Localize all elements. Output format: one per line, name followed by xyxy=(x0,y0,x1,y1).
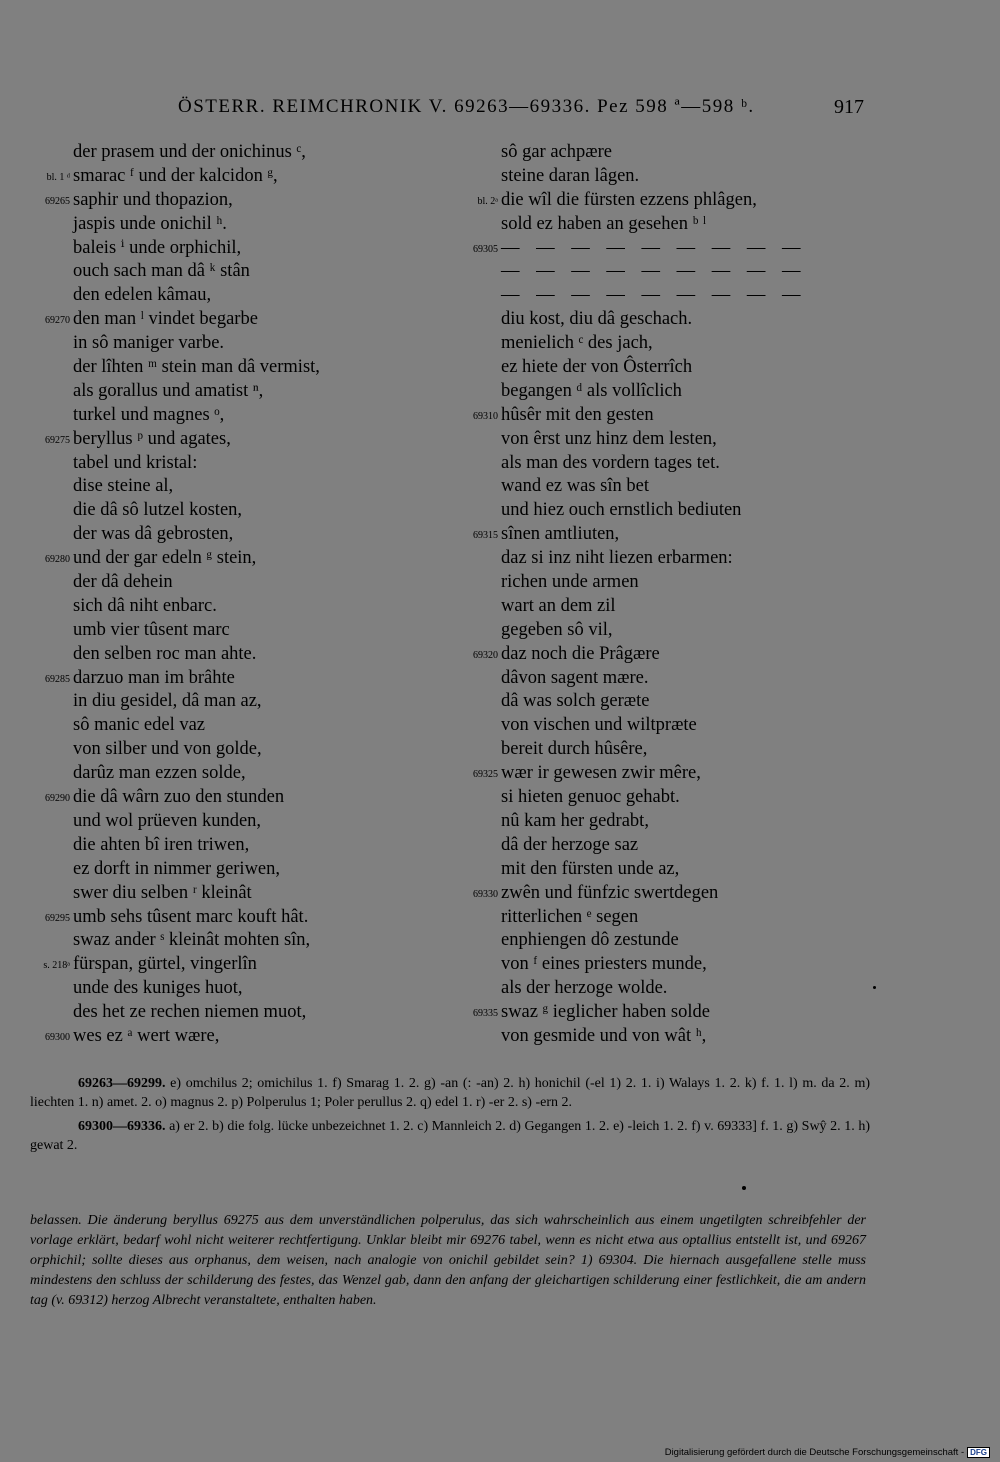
verse-text: der was dâ gebrosten, xyxy=(73,524,234,545)
verse-line xyxy=(440,906,880,930)
verse-line xyxy=(440,523,880,547)
verse-text: darûz man ezzen solde, xyxy=(73,763,246,784)
verse-text: smarac ᶠ und der kalcidon ᵍ, xyxy=(73,165,278,186)
verse-text: umb vier tûsent marc xyxy=(73,619,230,640)
verse-line xyxy=(440,882,880,906)
verse-line xyxy=(0,1001,480,1025)
line-marker: bl. 2ᵃ xyxy=(477,195,498,207)
verse-line xyxy=(0,332,480,356)
verse-text: sînen amtliuten, xyxy=(501,524,620,545)
verse-line xyxy=(440,786,880,810)
verse-text: und hiez ouch ernstlich bediuten xyxy=(501,500,742,521)
verse-line xyxy=(440,452,880,476)
line-marker: 69265 xyxy=(45,195,70,207)
verse-text: von silber und von golde, xyxy=(73,739,262,760)
verse-text: steine daran lâgen. xyxy=(501,165,640,186)
verse-text: der lîhten ᵐ stein man dâ vermist, xyxy=(73,357,320,378)
verse-line xyxy=(0,953,480,977)
verse-text: den edelen kâmau, xyxy=(73,285,212,306)
verse-text: in sô maniger varbe. xyxy=(73,333,225,354)
line-marker: 69275 xyxy=(45,434,70,446)
verse-text: sô gar achpære xyxy=(501,142,612,162)
verse-text: baleis ⁱ unde orphichil, xyxy=(73,237,242,258)
verse-text: der prasem und der onichinus ᶜ, xyxy=(73,142,306,162)
verse-line xyxy=(0,643,480,667)
apparatus-range: 69300—69336. xyxy=(78,1119,166,1134)
verse-line xyxy=(0,619,480,643)
verse-text: und der gar edeln ᵍ stein, xyxy=(73,548,257,569)
apparatus-note xyxy=(30,1118,870,1155)
verse-line xyxy=(440,810,880,834)
credit-text: Digitalisierung gefördert durch die Deutsche Forschungsgemeinschaft - xyxy=(664,1447,965,1458)
verse-text: daz si inz niht liezen erbarmen: xyxy=(501,548,733,569)
verse-line xyxy=(440,428,880,452)
verse-line xyxy=(0,738,480,762)
verse-line xyxy=(440,977,880,1001)
line-marker: 69320 xyxy=(473,649,498,661)
verse-line xyxy=(440,834,880,858)
verse-text: dâvon sagent mære. xyxy=(501,667,649,688)
verse-text: wær ir gewesen zwir mêre, xyxy=(501,763,701,784)
verse-text: die dâ wârn zuo den stunden xyxy=(73,787,285,808)
verse-text: von ᶠ eines priesters munde, xyxy=(501,954,707,975)
verse-text: ritterlichen ᵉ segen xyxy=(501,906,639,927)
verse-text: jaspis unde onichil ʰ. xyxy=(73,213,227,234)
verse-line xyxy=(0,810,480,834)
page-number: 917 xyxy=(834,96,864,118)
line-marker: 69285 xyxy=(45,673,70,685)
line-marker: 69310 xyxy=(473,410,498,422)
line-marker: 69325 xyxy=(473,769,498,781)
verse-line xyxy=(440,380,880,404)
digitization-credit xyxy=(665,1447,990,1458)
line-marker: 69335 xyxy=(473,1008,498,1020)
verse-line xyxy=(440,667,880,691)
verse-text: dâ der herzoge saz xyxy=(501,834,639,855)
verse-text: als man des vordern tages tet. xyxy=(501,452,720,473)
apparatus-text: e) omchilus 2; omichilus 1. f) Smarag 1. 2. g) -an (: -an) 2. h) honichil (-el 1) 2. 1. i) Walays 1. 2. k) f. 1. l) m. da 2. m) liechten 1. n) amet. 2. o) magnus 2. p) Polperulus 1; Poler perullus 2. q) edel 1. r) -er 2. s) -ern 2. xyxy=(30,1076,871,1110)
verse-text: hûsêr mit den gesten xyxy=(501,404,654,425)
verse-line xyxy=(0,523,480,547)
verse-text: saphir und thopazion, xyxy=(73,189,233,210)
running-title: ÖSTERR. REIMCHRONIK V. 69263—69336. Pez 598 ª—598 ᵇ. xyxy=(178,96,755,117)
verse-text: als der herzoge wolde. xyxy=(501,978,668,999)
verse-text: des het ze rechen niemen muot, xyxy=(73,1002,307,1023)
verse-line xyxy=(0,882,480,906)
verse-text: menielich ᶜ des jach, xyxy=(501,333,653,354)
verse-text: den selben roc man ahte. xyxy=(73,643,257,664)
line-marker: 69300 xyxy=(45,1031,70,1043)
verse-line xyxy=(440,762,880,786)
verse-text: dise steine al, xyxy=(73,476,174,497)
verse-line xyxy=(0,714,480,738)
verse-line xyxy=(0,284,480,308)
verse-text: zwên und fünfzic swertdegen xyxy=(501,882,719,903)
verse-text: beryllus ᵖ und agates, xyxy=(73,428,231,449)
verse-line xyxy=(440,499,880,523)
verse-line xyxy=(440,643,880,667)
verse-text: darzuo man im brâhte xyxy=(73,667,235,688)
verse-line xyxy=(0,213,480,237)
verse-line xyxy=(0,858,480,882)
verse-text: den man ˡ vindet begarbe xyxy=(73,309,258,330)
lacuna-dashes: — — — — — — — — — xyxy=(501,237,807,258)
verse-text: die dâ sô lutzel kosten, xyxy=(73,500,243,521)
verse-text: die ahten bî iren triwen, xyxy=(73,834,250,855)
verse-line xyxy=(440,1001,880,1025)
verse-text: turkel und magnes ᵒ, xyxy=(73,404,225,425)
verse-line xyxy=(0,906,480,930)
verse-text: und wol prüeven kunden, xyxy=(73,810,262,831)
verse-line xyxy=(440,619,880,643)
verse-line xyxy=(0,690,480,714)
line-marker: 69305 xyxy=(473,243,498,255)
verse-text: daz noch die Prâgære xyxy=(501,643,660,664)
verse-line xyxy=(0,595,480,619)
verse-line xyxy=(0,141,480,165)
verse-line xyxy=(440,284,880,308)
verse-line xyxy=(0,499,480,523)
verse-text: begangen ᵈ als vollîclich xyxy=(501,380,682,401)
verse-text: fürspan, gürtel, vingerlîn xyxy=(73,954,257,975)
left-verse-column xyxy=(0,141,480,1049)
verse-line xyxy=(0,356,480,380)
verse-line xyxy=(0,1025,480,1049)
verse-line xyxy=(0,165,480,189)
verse-text: ouch sach man dâ ᵏ stân xyxy=(73,261,250,282)
verse-line xyxy=(440,332,880,356)
verse-line xyxy=(440,595,880,619)
verse-line xyxy=(440,165,880,189)
verse-text: umb sehs tûsent marc kouft hât. xyxy=(73,906,309,927)
verse-text: von gesmide und von wât ʰ, xyxy=(501,1025,707,1046)
line-marker: s. 218ᵃ xyxy=(43,960,70,972)
verse-line xyxy=(440,1025,880,1049)
verse-line xyxy=(440,547,880,571)
verse-text: enphiengen dô zestunde xyxy=(501,930,679,951)
verse-text: wart an dem zil xyxy=(501,595,616,616)
verse-line xyxy=(440,237,880,261)
verse-text: wand ez was sîn bet xyxy=(501,476,649,497)
verse-line xyxy=(440,858,880,882)
verse-line xyxy=(440,189,880,213)
verse-text: der dâ dehein xyxy=(73,572,173,593)
apparatus-range: 69263—69299. xyxy=(78,1076,166,1091)
commentary-note: belassen. Die änderung beryllus 69275 aus dem unverständlichen polperulus, das sich wahrscheinlich aus einem ungetilgten schreibfehler der vorlage erklärt, bedarf wohl nicht weiterer rechtfertigung. Unklar bleibt mir 69276 tabel, wenn es nicht etwa aus optallius entstellt ist, und 69267 orphichil; sollte dieses aus orphanus, dem weisen, nach analogie von onichil gebildet sein? 1) 69304. Die hiernach ausgefallene stelle muss mindestens den schluss der schilderung des festes, das Wenzel gab, dann den anfang der gleichartigen schilderung einer festlichkeit, die am andern tag (v. 69312) herzog Albrecht veranstaltete, enthalten haben. xyxy=(30,1213,866,1308)
verse-line xyxy=(0,977,480,1001)
verse-line xyxy=(440,356,880,380)
verse-line xyxy=(0,452,480,476)
line-marker: 69270 xyxy=(45,315,70,327)
verse-text: sô manic edel vaz xyxy=(73,715,206,736)
speck xyxy=(873,986,876,989)
verse-text: diu kost, diu dâ geschach. xyxy=(501,309,693,330)
verse-line xyxy=(0,929,480,953)
running-header xyxy=(0,96,1000,124)
verse-line xyxy=(0,762,480,786)
line-marker: bl. 1 ᵈ xyxy=(46,171,70,183)
verse-text: unde des kuniges huot, xyxy=(73,978,243,999)
verse-text: in diu gesidel, dâ man az, xyxy=(73,691,262,712)
verse-line xyxy=(0,834,480,858)
verse-line xyxy=(440,404,880,428)
verse-text: die wîl die fürsten ezzens phlâgen, xyxy=(501,189,757,210)
line-marker: 69295 xyxy=(45,912,70,924)
speck xyxy=(742,1186,746,1190)
verse-line xyxy=(440,953,880,977)
verse-line xyxy=(0,308,480,332)
verse-text: bereit durch hûsêre, xyxy=(501,739,648,760)
verse-line xyxy=(440,213,880,237)
verse-text: von vischen und wiltpræte xyxy=(501,715,697,736)
verse-text: swaz ᵍ ieglicher haben solde xyxy=(501,1002,710,1023)
verse-text: richen unde armen xyxy=(501,572,639,593)
verse-line xyxy=(0,475,480,499)
apparatus-note xyxy=(30,1075,870,1112)
verse-text: gegeben sô vil, xyxy=(501,619,613,640)
verse-line xyxy=(440,308,880,332)
verse-text: wes ez ᵃ wert wære, xyxy=(73,1025,220,1046)
verse-text: si hieten genuoc gehabt. xyxy=(501,787,680,808)
line-marker: 69330 xyxy=(473,888,498,900)
verse-line xyxy=(0,667,480,691)
verse-line xyxy=(0,260,480,284)
verse-line xyxy=(440,929,880,953)
verse-line xyxy=(440,571,880,595)
verse-line xyxy=(0,547,480,571)
line-marker: 69290 xyxy=(45,793,70,805)
line-marker: 69280 xyxy=(45,554,70,566)
verse-text: als gorallus und amatist ⁿ, xyxy=(73,380,264,401)
line-marker: 69315 xyxy=(473,530,498,542)
verse-line xyxy=(440,738,880,762)
verse-line xyxy=(0,786,480,810)
verse-text: nû kam her gedrabt, xyxy=(501,810,649,831)
verse-text: sich dâ niht enbarc. xyxy=(73,595,217,616)
critical-apparatus xyxy=(30,1075,870,1155)
verse-line xyxy=(0,404,480,428)
verse-line xyxy=(0,380,480,404)
verse-text: ez hiete der von Ôsterrîch xyxy=(501,357,693,378)
verse-text: swaz ander ˢ kleinât mohten sîn, xyxy=(73,930,311,951)
verse-line xyxy=(440,141,880,165)
verse-line xyxy=(440,475,880,499)
verse-line xyxy=(0,237,480,261)
apparatus-text: a) er 2. b) die folg. lücke unbezeichnet 1. 2. c) Mannleich 2. d) Gegangen 1. 2. e) -leich 1. 2. f) v. 69333] f. 1. g) Swŷ 2. 1. h) gewat 2. xyxy=(30,1119,870,1153)
verse-text: ez dorft in nimmer geriwen, xyxy=(73,858,281,879)
verse-text: von êrst unz hinz dem lesten, xyxy=(501,428,717,449)
lacuna-dashes: — — — — — — — — — xyxy=(501,285,807,306)
verse-line xyxy=(440,690,880,714)
verse-text: swer diu selben ʳ kleinât xyxy=(73,882,252,903)
dfg-logo[interactable]: DFG xyxy=(967,1447,990,1458)
verse-line xyxy=(440,260,880,284)
verse-line xyxy=(0,189,480,213)
verse-line xyxy=(0,571,480,595)
verse-line xyxy=(0,428,480,452)
right-verse-column xyxy=(440,141,880,1049)
verse-text: sold ez haben an gesehen ᵇ ˡ xyxy=(501,213,707,234)
verse-line xyxy=(440,714,880,738)
lacuna-dashes: — — — — — — — — — xyxy=(501,261,807,282)
verse-text: tabel und kristal: xyxy=(73,452,198,473)
verse-text: dâ was solch geræte xyxy=(501,691,650,712)
verse-text: mit den fürsten unde az, xyxy=(501,858,680,879)
